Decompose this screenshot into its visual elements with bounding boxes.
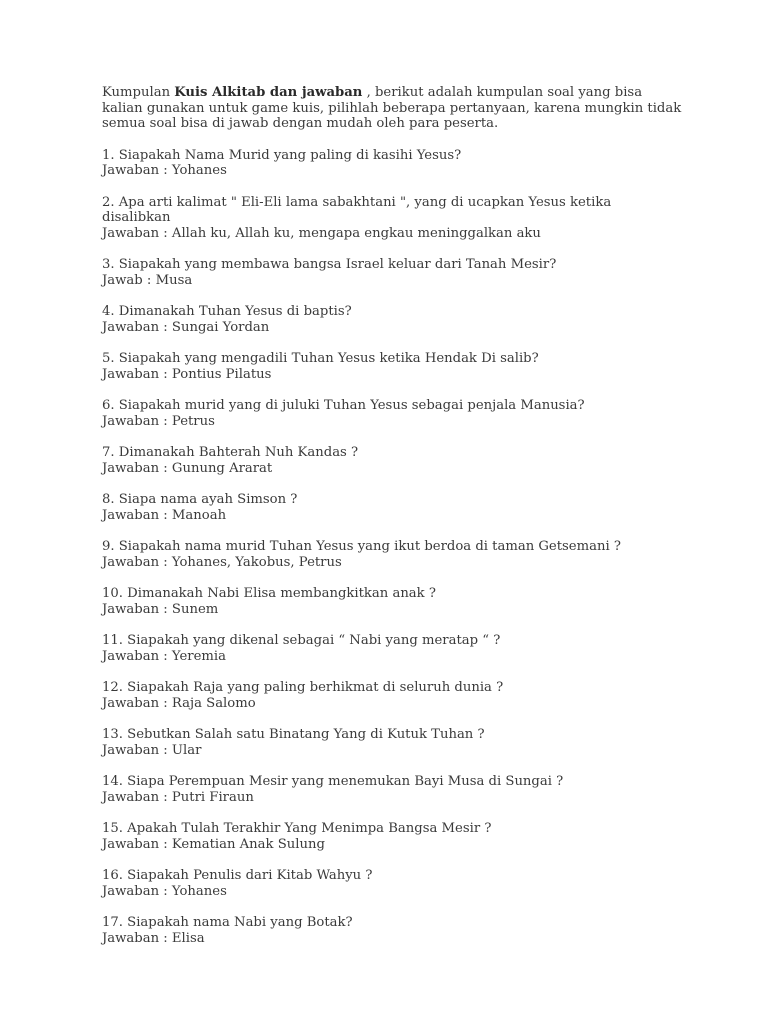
- question: 5. Siapakah yang mengadili Tuhan Yesus ketika Hendak Di salib?: [102, 351, 539, 366]
- answer: Jawaban : Pontius Pilatus: [102, 366, 272, 382]
- answer: Jawaban : Yohanes: [102, 163, 227, 178]
- qa-item-12: [102, 680, 682, 711]
- question: 9. Siapakah nama murid Tuhan Yesus yang ikut berdoa di taman Getsemani ?: [102, 539, 621, 554]
- qa-item-3: [102, 257, 682, 288]
- qa-item-5: [102, 351, 682, 382]
- qa-item-17: [102, 915, 682, 946]
- question: 8. Siapa nama ayah Simson ?: [102, 492, 298, 507]
- qa-item-13: [102, 727, 682, 758]
- answer: Jawaban : Manoah: [102, 507, 227, 523]
- answer: Jawaban : Ular: [102, 742, 202, 758]
- answer: Jawaban : Sungai Yordan: [102, 319, 270, 335]
- question: 16. Siapakah Penulis dari Kitab Wahyu ?: [102, 868, 373, 883]
- question: 3. Siapakah yang membawa bangsa Israel keluar dari Tanah Mesir?: [102, 257, 557, 272]
- question: 12. Siapakah Raja yang paling berhikmat di seluruh dunia ?: [102, 680, 504, 695]
- question: 11. Siapakah yang dikenal sebagai “ Nabi yang meratap “ ?: [102, 633, 501, 648]
- answer: Jawaban : Raja Salomo: [102, 695, 256, 711]
- answer: Jawaban : Yeremia: [102, 648, 226, 664]
- question: 15. Apakah Tulah Terakhir Yang Menimpa Bangsa Mesir ?: [102, 821, 492, 836]
- qa-item-16: [102, 868, 682, 899]
- answer: Jawaban : Yohanes: [102, 883, 227, 899]
- qa-item-6: [102, 398, 682, 429]
- question: 6. Siapakah murid yang di juluki Tuhan Yesus sebagai penjala Manusia?: [102, 398, 585, 413]
- question: 2. Apa arti kalimat " Eli-Eli lama sabakhtani ", yang di ucapkan Yesus ketika disalibkan: [102, 194, 612, 225]
- intro-paragraph: [102, 85, 682, 132]
- answer: Jawaban : Yohanes, Yakobus, Petrus: [102, 554, 342, 570]
- answer: Jawaban : Kematian Anak Sulung: [102, 836, 325, 852]
- qa-item-8: [102, 492, 682, 523]
- answer: Jawab : Musa: [102, 272, 193, 288]
- qa-item-1: [102, 148, 682, 179]
- qa-item-14: [102, 774, 682, 805]
- qa-item-4: [102, 304, 682, 335]
- qa-item-9: [102, 539, 682, 570]
- question: 4. Dimanakah Tuhan Yesus di baptis?: [102, 304, 352, 319]
- qa-item-2: [102, 195, 682, 242]
- qa-item-11: [102, 633, 682, 664]
- question: 13. Sebutkan Salah satu Binatang Yang di Kutuk Tuhan ?: [102, 727, 485, 742]
- document-page: [102, 85, 682, 962]
- intro-prefix: Kumpulan: [102, 85, 175, 100]
- answer: Jawaban : Petrus: [102, 413, 215, 429]
- qa-item-7: [102, 445, 682, 476]
- question: 10. Dimanakah Nabi Elisa membangkitkan anak ?: [102, 586, 436, 601]
- answer: Jawaban : Putri Firaun: [102, 789, 254, 805]
- qa-item-10: [102, 586, 682, 617]
- question: 14. Siapa Perempuan Mesir yang menemukan Bayi Musa di Sungai ?: [102, 774, 564, 789]
- question: 17. Siapakah nama Nabi yang Botak?: [102, 915, 353, 930]
- qa-item-15: [102, 821, 682, 852]
- answer: Jawaban : Elisa: [102, 930, 205, 946]
- intro-bold-title: Kuis Alkitab dan jawaban: [174, 85, 363, 100]
- question: 1. Siapakah Nama Murid yang paling di kasihi Yesus?: [102, 147, 462, 163]
- answer: Jawaban : Sunem: [102, 601, 219, 617]
- intro-suffix: , berikut adalah kumpulan soal yang bisa kalian gunakan untuk game kuis, pilihlah beberapa pertanyaan, karena mungkin tidak semua soal bisa di jawab dengan mudah oleh para peserta.: [102, 85, 682, 131]
- answer: Jawaban : Gunung Ararat: [102, 460, 273, 476]
- answer: Jawaban : Allah ku, Allah ku, mengapa engkau meninggalkan aku: [102, 225, 541, 241]
- question: 7. Dimanakah Bahterah Nuh Kandas ?: [102, 445, 359, 460]
